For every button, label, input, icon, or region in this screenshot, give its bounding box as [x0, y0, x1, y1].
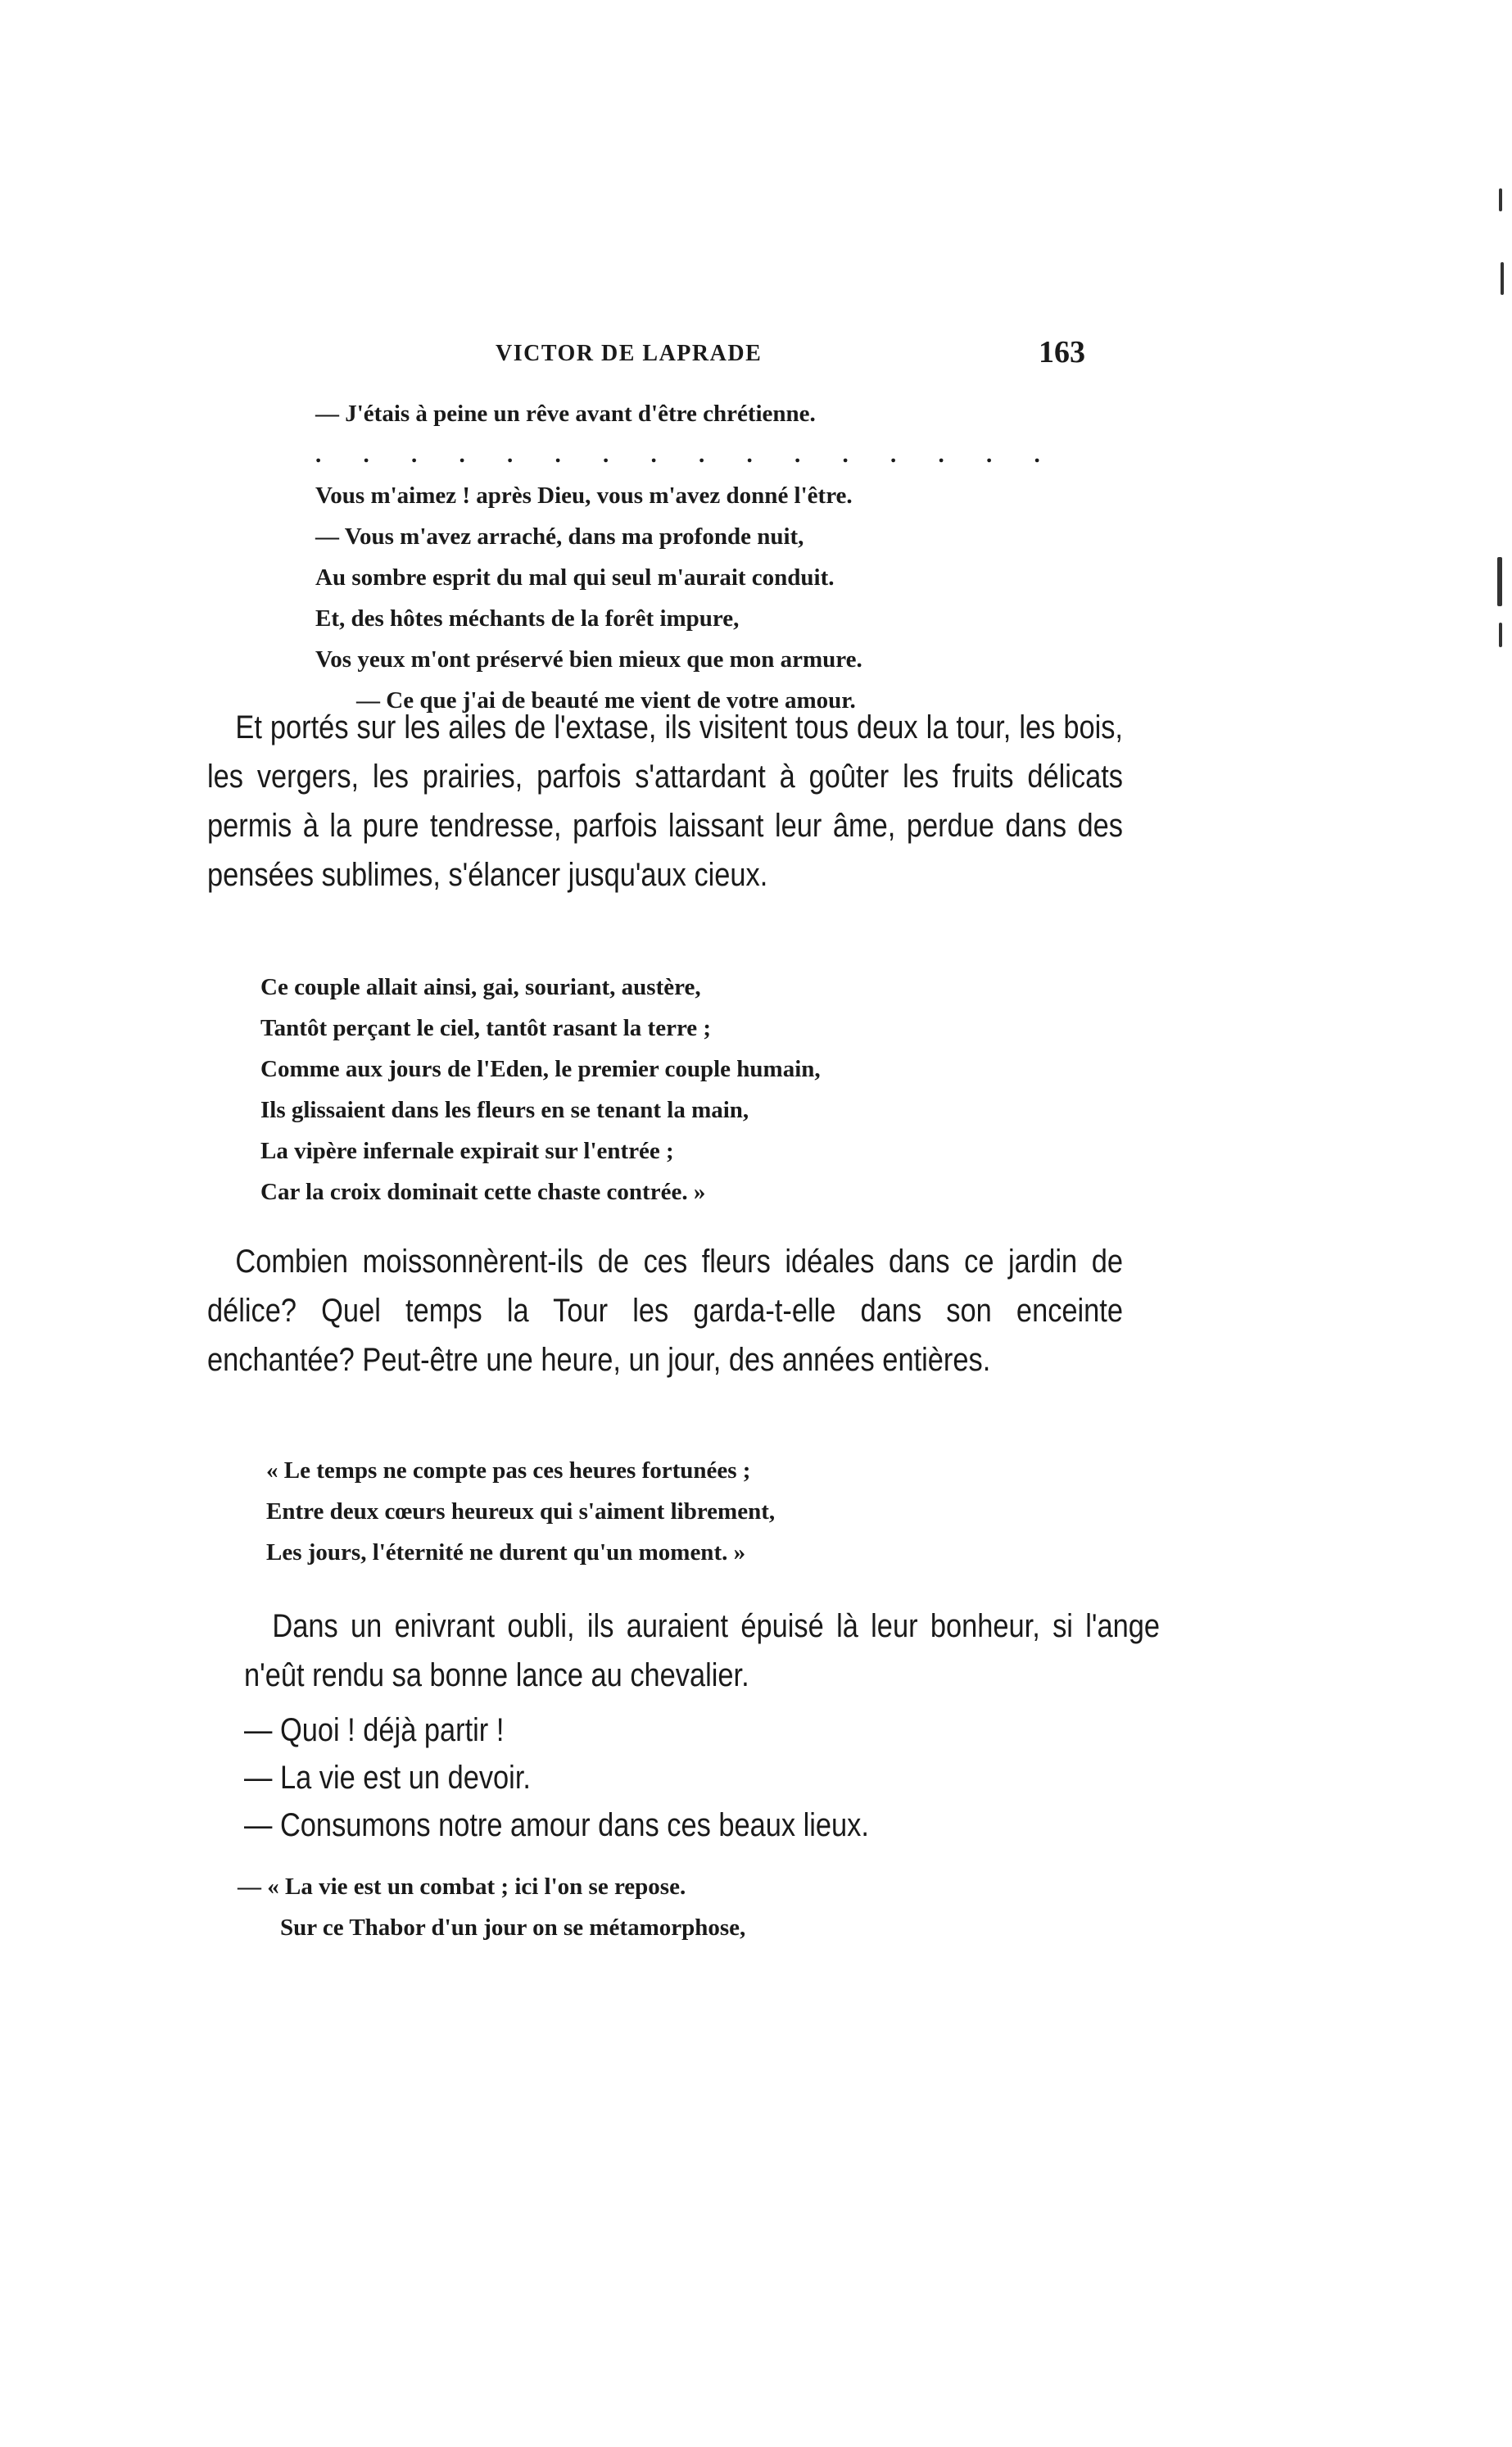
- ellipsis-line: . . . . . . . . . . . . . . . .: [315, 442, 1058, 468]
- dialogue-line: — La vie est un devoir.: [244, 1760, 531, 1796]
- verse-line: Ce couple allait ainsi, gai, souriant, austère,: [260, 974, 701, 1000]
- verse-line: — J'étais à peine un rêve avant d'être chrétienne.: [315, 401, 816, 427]
- prose-paragraph-1: [207, 703, 1123, 899]
- verse-block-4: [238, 1866, 745, 1948]
- prose-paragraph-2: [207, 1237, 1123, 1384]
- prose-paragraph-3: [244, 1602, 1160, 1700]
- verse-line: Au sombre esprit du mal qui seul m'aurait conduit.: [315, 564, 835, 591]
- running-head: [496, 334, 1085, 375]
- verse-line: Comme aux jours de l'Eden, le premier couple humain,: [260, 1056, 821, 1082]
- verse-line: La vipère infernale expirait sur l'entrée ;: [260, 1138, 674, 1164]
- scan-mark: [1501, 262, 1504, 295]
- dialogue-block: [244, 1706, 869, 1849]
- scan-mark: [1497, 557, 1502, 606]
- page-number: 163: [1039, 335, 1085, 369]
- verse-line: Tantôt perçant le ciel, tantôt rasant la terre ;: [260, 1015, 712, 1041]
- scan-mark: [1499, 623, 1502, 647]
- paragraph-text: Dans un enivrant oubli, ils auraient épuisé là leur bonheur, si l'ange n'eût rendu sa bonne lance au chevalier.: [244, 1608, 1160, 1693]
- verse-line: Vos yeux m'ont préservé bien mieux que mon armure.: [315, 646, 862, 673]
- verse-line: Et, des hôtes méchants de la forêt impure,: [315, 605, 740, 632]
- verse-line: Les jours, l'éternité ne durent qu'un moment. »: [266, 1539, 746, 1566]
- verse-block-1: [315, 393, 1058, 721]
- verse-line: — « La vie est un combat ; ici l'on se repose.: [238, 1874, 686, 1900]
- running-title: VICTOR DE LAPRADE: [496, 341, 763, 366]
- verse-line: Car la croix dominait cette chaste contrée. »: [260, 1179, 706, 1205]
- scan-mark: [1499, 188, 1502, 211]
- verse-line: Ils glissaient dans les fleurs en se tenant la main,: [260, 1097, 749, 1123]
- verse-block-3: [266, 1450, 775, 1573]
- verse-line: « Le temps ne compte pas ces heures fortunées ;: [266, 1457, 751, 1484]
- paragraph-text: Combien moissonnèrent-ils de ces fleurs idéales dans ce jardin de délice? Quel temps la Tour les garda-t-elle dans son enceinte enchantée? Peut-être une heure, un jour, des années entières.: [207, 1244, 1123, 1378]
- verse-line: Vous m'aimez ! après Dieu, vous m'avez donné l'être.: [315, 483, 853, 509]
- dialogue-line: — Quoi ! déjà partir !: [244, 1712, 505, 1748]
- verse-line: — Ce que j'ai de beauté me vient de votre amour.: [356, 687, 856, 714]
- verse-block-2: [260, 967, 821, 1212]
- dialogue-line: — Consumons notre amour dans ces beaux lieux.: [244, 1807, 869, 1843]
- verse-line: — Vous m'avez arraché, dans ma profonde nuit,: [315, 523, 804, 550]
- verse-line: Entre deux cœurs heureux qui s'aiment librement,: [266, 1498, 776, 1525]
- verse-line: Sur ce Thabor d'un jour on se métamorphose,: [280, 1915, 746, 1941]
- paragraph-text: Et portés sur les ailes de l'extase, ils visitent tous deux la tour, les bois, les vergers, les prairies, parfois s'attardant à goûter les fruits délicats permis à la pure tendresse, parfois laissant leur âme, perdue dans des pensées sublimes, s'élancer jusqu'aux cieux.: [207, 709, 1123, 893]
